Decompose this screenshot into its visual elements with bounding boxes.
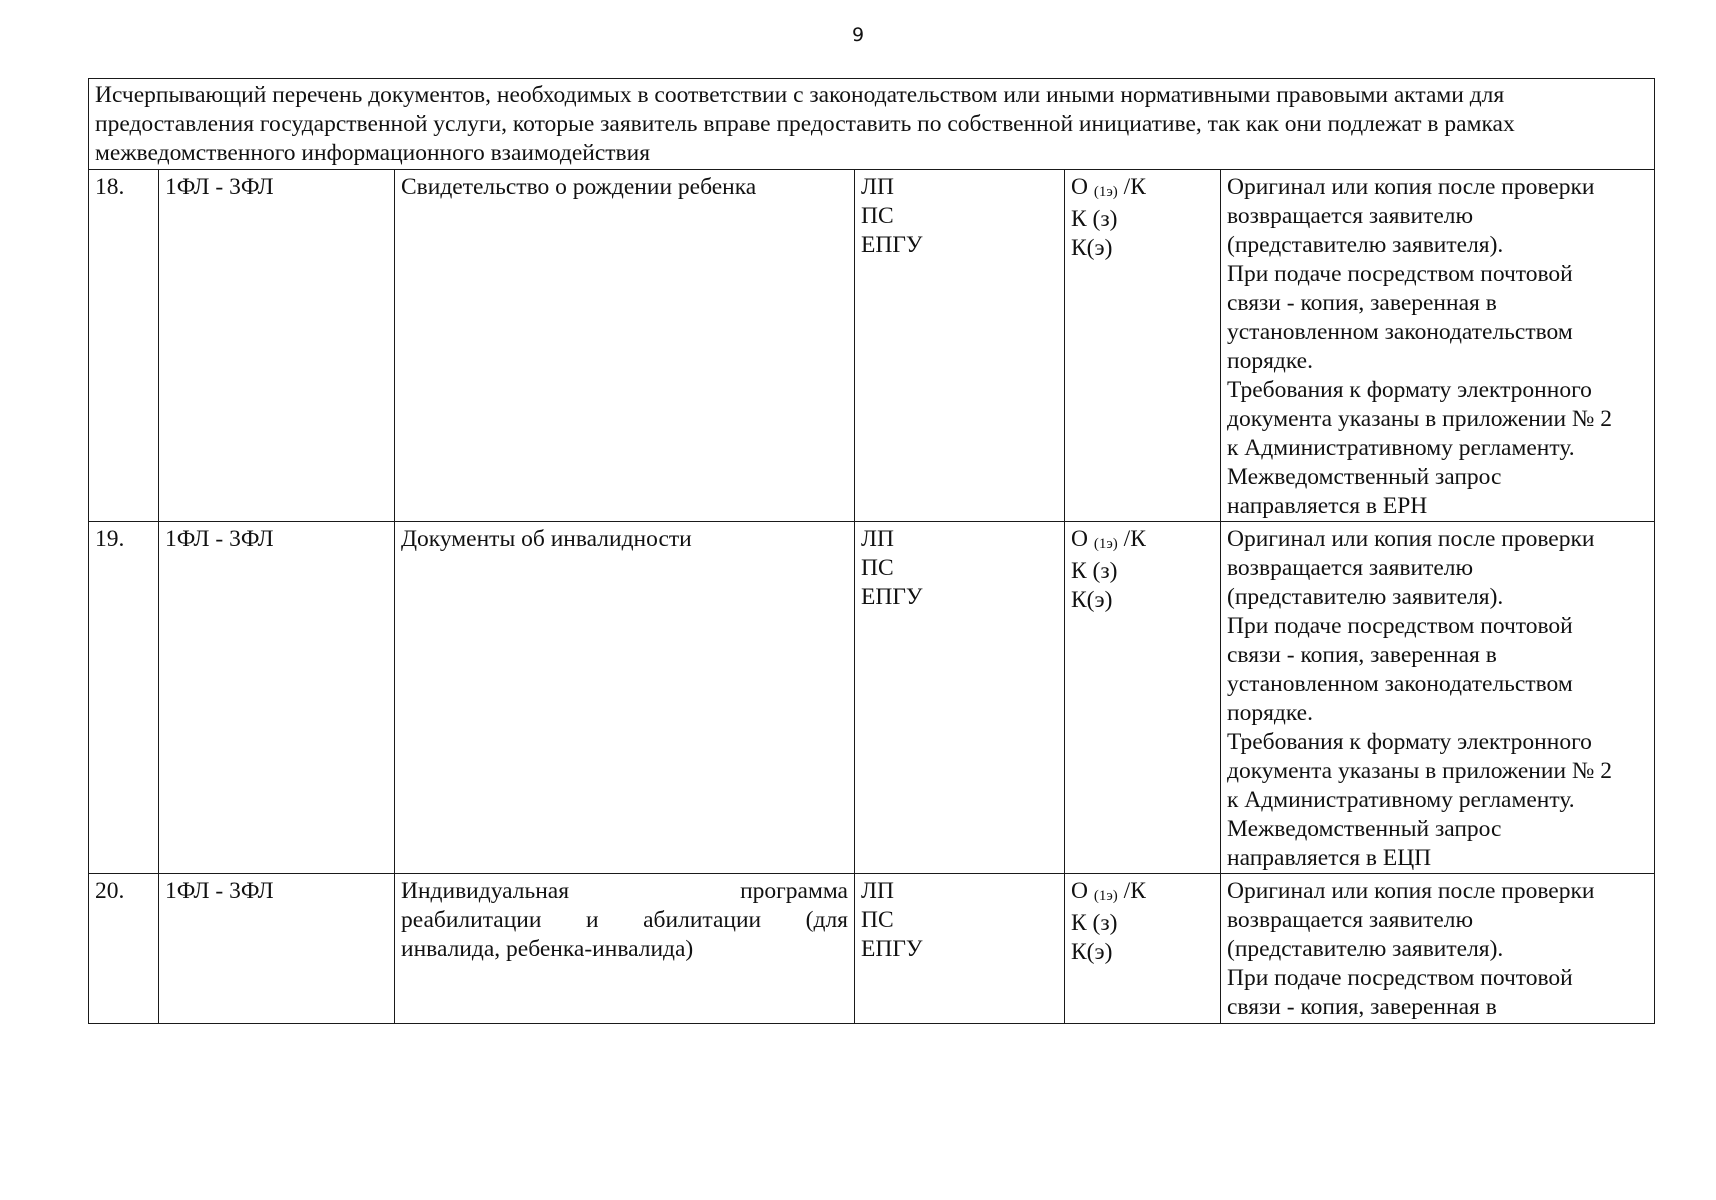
channel: ПС	[861, 203, 894, 229]
submission-channels	[855, 522, 1065, 874]
row-number: 18.	[89, 170, 159, 522]
channel: ЕПГУ	[861, 232, 923, 258]
document-name-line: Индивидуальная программа	[401, 878, 848, 904]
channel: ЛП	[861, 526, 894, 552]
form-electronic-copy: К(э)	[1071, 235, 1113, 261]
channel: ЕПГУ	[861, 936, 923, 962]
section-header: Исчерпывающий перечень документов, необходимых в соответствии с законодательством или иными нормативными правовыми актами для предоставления государственной услуги, которые заявитель вправе предоставить по собственной инициативе, так как они подлежат в рамках межведомственного информационного взаимодействия	[89, 79, 1655, 170]
channel: ЕПГУ	[861, 584, 923, 610]
form-original-or-copy: О (1э) /К	[1071, 526, 1146, 552]
form-electronic-copy: К(э)	[1071, 939, 1113, 965]
form-certified-copy: К (з)	[1071, 910, 1118, 936]
row-number: 19.	[89, 522, 159, 874]
applicant-category: 1ФЛ - 3ФЛ	[159, 170, 395, 522]
document-forms	[1065, 170, 1221, 522]
applicant-category: 1ФЛ - 3ФЛ	[159, 522, 395, 874]
requirements-note: Оригинал или копия после проверки возвращается заявителю (представителю заявителя). При подаче посредством почтовой связи - копия, заверенная в установленном законодательством порядке. Требования к формату электронного документа указаны в приложении № 2 к Административному регламенту. Межведомственный запрос направляется в ЕЦП	[1221, 522, 1655, 874]
submission-channels	[855, 170, 1065, 522]
document-name-line: реабилитации и абилитации (для	[401, 907, 848, 933]
channel: ЛП	[861, 878, 894, 904]
table-header-row	[89, 79, 1655, 170]
row-number: 20.	[89, 874, 159, 1024]
channel: ПС	[861, 907, 894, 933]
table-row	[89, 170, 1655, 522]
submission-channels	[855, 874, 1065, 1024]
table-row	[89, 522, 1655, 874]
table-row	[89, 874, 1655, 1024]
form-electronic-copy: К(э)	[1071, 587, 1113, 613]
document-name: Документы об инвалидности	[395, 522, 855, 874]
applicant-category: 1ФЛ - 3ФЛ	[159, 874, 395, 1024]
form-original-or-copy: О (1э) /К	[1071, 878, 1146, 904]
form-original-or-copy: О (1э) /К	[1071, 174, 1146, 200]
document-name-line: инвалида, ребенка-инвалида)	[401, 936, 694, 962]
form-certified-copy: К (з)	[1071, 558, 1118, 584]
channel: ПС	[861, 555, 894, 581]
document-forms	[1065, 522, 1221, 874]
document-name: Свидетельство о рождении ребенка	[395, 170, 855, 522]
requirements-note: Оригинал или копия после проверки возвращается заявителю (представителю заявителя). При подаче посредством почтовой связи - копия, заверенная в установленном законодательством порядке. Требования к формату электронного документа указаны в приложении № 2 к Административному регламенту. Межведомственный запрос направляется в ЕРН	[1221, 170, 1655, 522]
page-number: 9	[851, 24, 865, 46]
requirements-note: Оригинал или копия после проверки возвращается заявителю (представителю заявителя). При подаче посредством почтовой связи - копия, заверенная в	[1221, 874, 1655, 1024]
channel: ЛП	[861, 174, 894, 200]
document-name	[395, 874, 855, 1024]
documents-table	[88, 78, 1655, 1024]
document-forms	[1065, 874, 1221, 1024]
form-certified-copy: К (з)	[1071, 206, 1118, 232]
